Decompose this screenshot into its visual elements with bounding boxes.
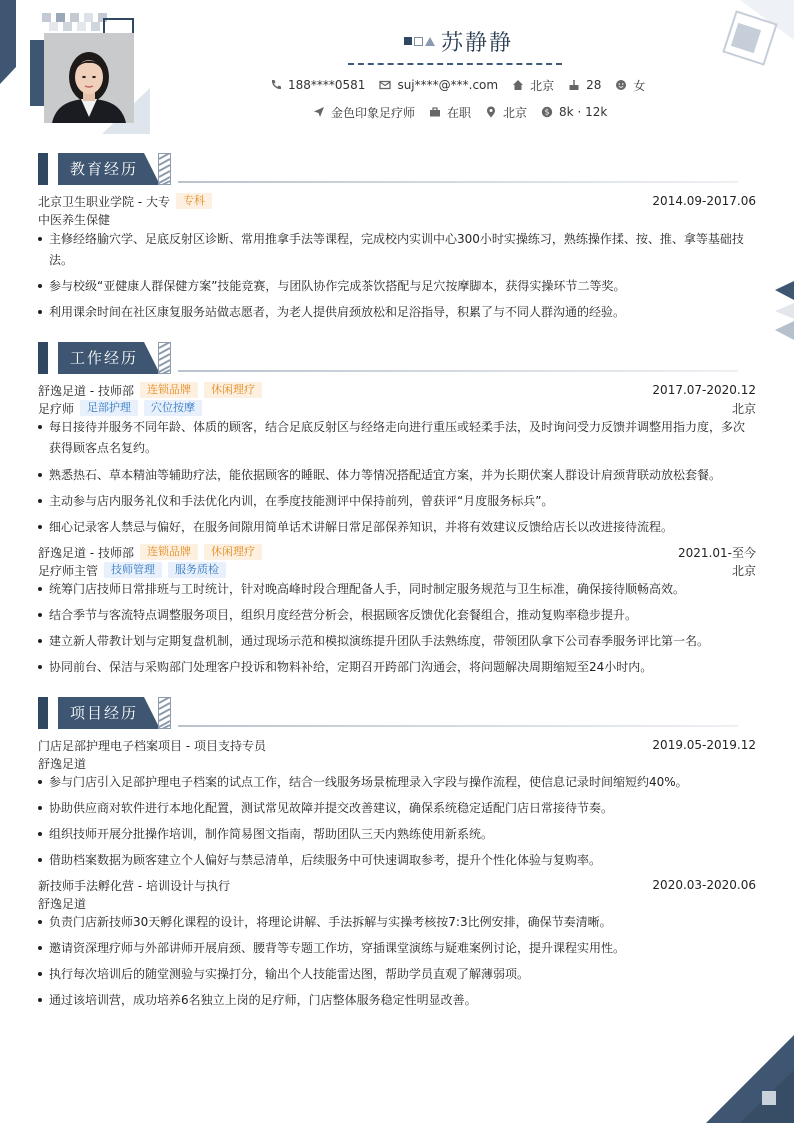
name-divider xyxy=(348,63,562,65)
company-name: 舒逸足道 - 技师部 xyxy=(38,545,134,560)
education-title: 教育经历 xyxy=(70,160,139,178)
project-header-row xyxy=(38,736,756,754)
briefcase-icon xyxy=(429,106,441,118)
education-bullet: 利用课余时间在社区康复服务站做志愿者，为老人提供肩颈放松和足浴指导，积累了与不同人群沟通的经验。 xyxy=(38,302,748,323)
job-period: 2021.01-至今 xyxy=(678,545,756,560)
contact-info-row xyxy=(270,76,659,94)
home-icon xyxy=(512,79,524,91)
project-bullet: 邀请资深理疗师与外部讲师开展肩颈、腰背等专题工作坊，穿插课堂演练与疑难案例讨论，提升课程实用性。 xyxy=(38,938,748,959)
education-bullet: 主修经络腧穴学、足底反射区诊断、常用推拿手法等课程，完成校内实训中心300小时实操练习，熟练操作揉、按、推、拿等基础技法。 xyxy=(38,229,748,271)
age-text: 28 xyxy=(586,78,602,92)
send-icon xyxy=(313,106,325,118)
education-section-header xyxy=(38,153,758,185)
section-accent-bar xyxy=(38,697,48,729)
cake-icon xyxy=(568,79,580,91)
job-bullet: 每日接待并服务不同年龄、体质的顾客，结合足底反射区与经络走向进行重压或轻柔手法，及时询问受力反馈并调整用指力度，多次获得顾客点名复约。 xyxy=(38,417,748,459)
job-city: 北京 xyxy=(731,563,756,578)
education-header-row xyxy=(38,192,756,210)
email-text: suj****@***.com xyxy=(397,78,499,92)
home-item xyxy=(512,77,554,94)
gender-text: 女 xyxy=(633,78,646,93)
status-item xyxy=(429,104,471,121)
project-period: 2020.03-2020.06 xyxy=(652,878,756,892)
degree-tag: 专科 xyxy=(176,193,212,209)
skill-tag: 服务质检 xyxy=(168,562,226,578)
home-text: 北京 xyxy=(530,78,555,93)
job-bullet: 建立新人带教计划与定期复盘机制，通过现场示范和模拟演练提升团队手法熟练度，带领团队拿下公司春季服务评比第一名。 xyxy=(38,631,748,652)
project-section-header xyxy=(38,697,758,729)
gender-item xyxy=(615,77,645,94)
mail-icon xyxy=(379,79,391,91)
project-bullet: 协助供应商对软件进行本地化配置，测试常见故障并提交改善建议，确保系统稳定适配门店日常接待节奏。 xyxy=(38,798,748,819)
age-item xyxy=(568,78,601,92)
phone-text: 188****0581 xyxy=(288,78,366,92)
skill-tag: 技师管理 xyxy=(104,562,162,578)
work-title: 工作经历 xyxy=(70,349,139,367)
candidate-name: 苏静静 xyxy=(441,30,514,56)
job-period: 2017.07-2020.12 xyxy=(652,383,756,397)
phone-item xyxy=(270,78,365,92)
job-role-row xyxy=(38,399,756,417)
status-text: 在职 xyxy=(447,105,472,120)
salary-icon xyxy=(541,106,553,118)
job-city: 北京 xyxy=(731,401,756,416)
job-role: 足疗师 xyxy=(38,401,75,416)
project-bullet: 组织技师开展分批操作培训，制作简易图文指南，帮助团队三天内熟练使用新系统。 xyxy=(38,824,748,845)
section-rule xyxy=(178,725,738,727)
name-heading xyxy=(404,26,513,56)
project-name: 新技师手法孵化营 - 培训设计与执行 xyxy=(38,878,230,893)
project-org: 舒逸足道 xyxy=(38,756,87,771)
project-title: 项目经历 xyxy=(70,704,139,722)
project-header-row xyxy=(38,876,756,894)
location-icon xyxy=(485,106,497,118)
skill-tag: 穴位按摩 xyxy=(144,400,202,416)
project-org: 舒逸足道 xyxy=(38,896,87,911)
job-bullet: 结合季节与客流特点调整服务项目，组织月度经营分析会，根据顾客反馈优化套餐组合，推动复购率稳步提升。 xyxy=(38,605,748,626)
salary-text: 8k · 12k xyxy=(559,105,608,119)
project-org-row xyxy=(38,754,756,772)
square-icon xyxy=(404,37,412,45)
square-outline-icon xyxy=(414,37,423,46)
project-period: 2019.05-2019.12 xyxy=(652,738,756,752)
education-period: 2014.09-2017.06 xyxy=(652,194,756,208)
target-city-item xyxy=(485,104,527,121)
gender-icon xyxy=(615,79,627,91)
svg-text:$: $ xyxy=(544,107,550,117)
job-bullet: 统筹门店技师日常排班与工时统计，针对晚高峰时段合理配备人手，同时制定服务规范与卫生标准，确保接待顺畅高效。 xyxy=(38,579,748,600)
job-bullet: 主动参与店内服务礼仪和手法优化内训，在季度技能测评中保持前列，曾获评“月度服务标兵”。 xyxy=(38,491,748,512)
avatar-photo xyxy=(44,33,134,123)
project-bullet: 负责门店新技师30天孵化课程的设计，将理论讲解、手法拆解与实操考核按7:3比例安排，确保节奏清晰。 xyxy=(38,912,748,933)
school-name: 北京卫生职业学院 - 大专 xyxy=(38,194,170,209)
section-accent-bar xyxy=(38,153,48,185)
project-bullet: 参与门店引入足部护理电子档案的试点工作，结合一线服务场景梳理录入字段与操作流程，使信息记录时间缩短约40%。 xyxy=(38,772,748,793)
email-item xyxy=(379,78,498,92)
section-rule xyxy=(178,181,738,183)
job-header-row xyxy=(38,543,756,561)
skill-tag: 足部护理 xyxy=(80,400,138,416)
education-bullet: 参与校级“亚健康人群保健方案”技能竞赛，与团队协作完成茶饮搭配与足穴按摩脚本，获得实操环节二等奖。 xyxy=(38,276,748,297)
job-role: 足疗师主管 xyxy=(38,563,99,578)
company-tag: 休闲理疗 xyxy=(204,382,262,398)
company-name: 舒逸足道 - 技师部 xyxy=(38,383,134,398)
target-job-item xyxy=(313,104,415,121)
major-row xyxy=(38,210,756,228)
target-city-text: 北京 xyxy=(503,105,528,120)
company-tag: 连锁品牌 xyxy=(140,382,198,398)
project-bullet: 通过该培训营，成功培养6名独立上岗的足疗师，门店整体服务稳定性明显改善。 xyxy=(38,990,748,1011)
project-org-row xyxy=(38,894,756,912)
company-tag: 连锁品牌 xyxy=(140,544,198,560)
triangle-icon xyxy=(425,37,435,46)
company-tag: 休闲理疗 xyxy=(204,544,262,560)
target-job-text: 金色印象足疗师 xyxy=(331,105,416,120)
job-header-row xyxy=(38,381,756,399)
job-bullet: 熟悉热石、草本精油等辅助疗法，能依据顾客的睡眠、体力等情况搭配适宜方案，并为长期伏案人群设计肩颈背联动放松套餐。 xyxy=(38,465,748,486)
section-accent-bar xyxy=(38,342,48,374)
project-name: 门店足部护理电子档案项目 - 项目支持专员 xyxy=(38,738,266,753)
project-bullet: 执行每次培训后的随堂测验与实操打分，输出个人技能雷达图，帮助学员直观了解薄弱项。 xyxy=(38,964,748,985)
section-rule xyxy=(178,370,738,372)
phone-icon xyxy=(270,79,282,91)
job-bullet: 细心记录客人禁忌与偏好，在服务间隙用简单话术讲解日常足部保养知识，并将有效建议反馈给店长以改进接待流程。 xyxy=(38,517,748,538)
salary-item xyxy=(541,105,607,119)
job-info-row xyxy=(313,103,621,121)
job-role-row xyxy=(38,561,756,579)
work-section-header xyxy=(38,342,758,374)
job-bullet: 协同前台、保洁与采购部门处理客户投诉和物料补给，定期召开跨部门沟通会，将问题解决周期缩短至24小时内。 xyxy=(38,657,748,678)
project-bullet: 借助档案数据为顾客建立个人偏好与禁忌清单，后续服务中可快速调取参考，提升个性化体验与复购率。 xyxy=(38,850,748,871)
major-name: 中医养生保健 xyxy=(38,212,111,227)
